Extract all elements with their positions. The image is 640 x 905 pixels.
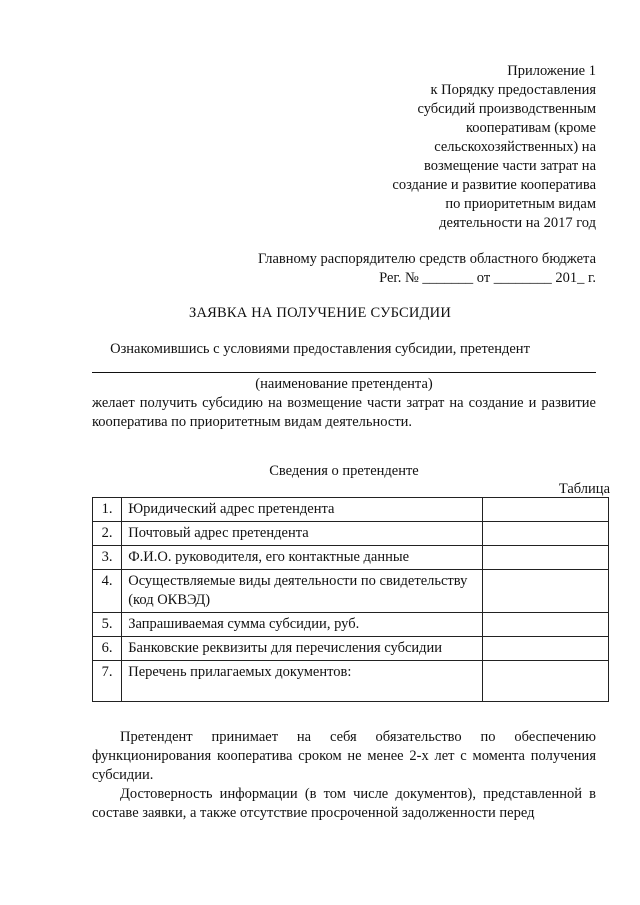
appendix-header [346,62,596,233]
table-caption: Таблица [558,481,610,497]
row-value-cell [483,522,609,546]
appendix-line: к Порядку предоставления [430,82,596,98]
row-label: Перечень прилагаемых документов: [122,661,483,702]
row-value-cell [483,546,609,570]
appendix-line: кооперативам (кроме [465,120,596,136]
row-value-cell [483,498,609,522]
applicant-info-table [92,497,609,702]
row-number: 4. [93,570,122,613]
row-value-cell [483,637,609,661]
document-title: ЗАЯВКА НА ПОЛУЧЕНИЕ СУБСИДИИ [189,305,451,321]
table-row [93,522,609,546]
table-row [93,546,609,570]
row-label: Осуществляемые виды деятельности по свидетельству (код ОКВЭД) [122,570,483,613]
row-number: 1. [93,498,122,522]
row-number: 5. [93,613,122,637]
obligation-paragraph: Претендент принимает на себя обязательство по обеспечению функционирования кооператива сроком не менее 2-х лет с момента получения субсидии. [92,729,596,783]
row-number: 2. [93,522,122,546]
applicant-name-line [92,372,596,373]
appendix-line: возмещение части затрат на [424,158,596,174]
row-number: 7. [93,661,122,702]
section-title: Сведения о претенденте [269,463,419,479]
recipient-line: Главному распорядителю средств областного бюджета [257,251,596,267]
table-row [93,498,609,522]
applicant-name-caption: (наименование претендента) [255,376,433,392]
row-number: 3. [93,546,122,570]
appendix-line: по приоритетным видам [445,196,596,212]
wish-paragraph: желает получить субсидию на возмещение части затрат на создание и развитие кооператива по приоритетным видам деятельности. [92,395,596,430]
row-label: Запрашиваемая сумма субсидии, руб. [122,613,483,637]
appendix-line: сельскохозяйственных) на [434,139,596,155]
row-number: 6. [93,637,122,661]
reliability-paragraph: Достоверность информации (в том числе документов), представленной в составе заявки, а также отсутствие просроченной задолженности перед [92,786,596,821]
appendix-line: создание и развитие кооператива [392,177,596,193]
row-value-cell [483,570,609,613]
appendix-line: деятельности на 2017 год [439,215,596,231]
table-row [93,637,609,661]
registration-line: Рег. № _______ от ________ 201_ г. [379,270,596,286]
row-value-cell [483,613,609,637]
row-label: Банковские реквизиты для перечисления субсидии [122,637,483,661]
recipient-block [258,250,596,288]
row-label: Юридический адрес претендента [122,498,483,522]
appendix-line: субсидий производственным [417,101,596,117]
appendix-line: Приложение 1 [507,63,596,79]
row-label: Почтовый адрес претендента [122,522,483,546]
row-label: Ф.И.О. руководителя, его контактные данные [122,546,483,570]
table-row [93,661,609,702]
row-value-cell [483,661,609,702]
intro-text: Ознакомившись с условиями предоставления субсидии, претендент [110,341,530,357]
table-row [93,613,609,637]
table-row [93,570,609,613]
